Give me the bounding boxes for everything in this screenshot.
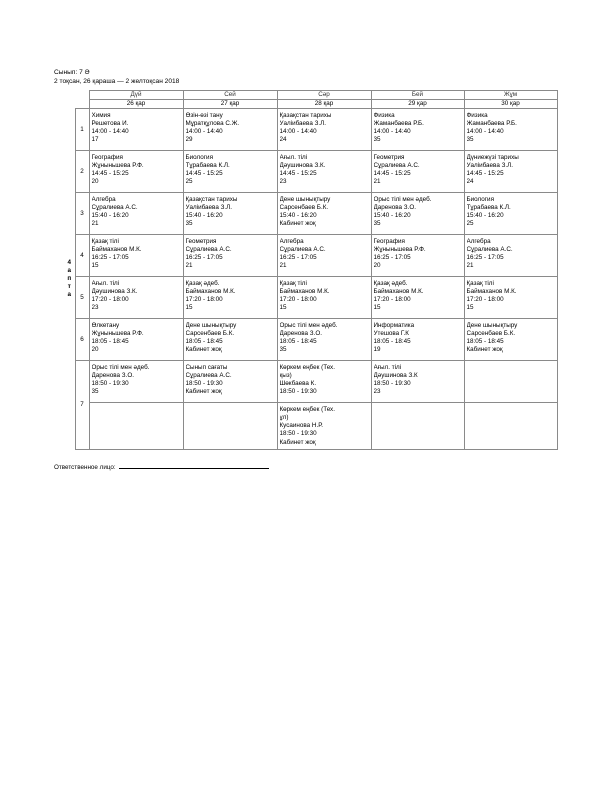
lesson-time: 18:50 - 19:30 <box>279 388 317 396</box>
lesson-cell <box>464 109 557 151</box>
lesson-room: Кабинет жоқ <box>466 346 503 354</box>
lesson-row <box>64 151 557 193</box>
shift-letter: т <box>67 282 71 290</box>
lesson-cell <box>89 193 183 235</box>
day-header: Сей <box>183 91 277 100</box>
lesson-cell <box>277 277 371 319</box>
lesson-cell <box>464 403 557 449</box>
lesson-time: 17:20 - 18:00 <box>373 296 411 304</box>
lesson-subject: Физика <box>466 112 488 120</box>
lesson-teacher: Сұралиева А.С. <box>466 246 513 254</box>
lesson-room: 20 <box>91 346 99 354</box>
lesson-room: 23 <box>373 388 381 396</box>
lesson-subject: Қазақ тілі <box>279 280 307 288</box>
lesson-teacher: Баймаханов М.К. <box>373 288 424 296</box>
lesson-subject: Қазақ әдеб. <box>185 280 220 288</box>
lesson-time: 18:50 - 19:30 <box>373 380 411 388</box>
lesson-subject: География <box>373 238 405 246</box>
lesson-cell <box>371 277 464 319</box>
lesson-subject: Өзін-өзі тану <box>185 112 223 120</box>
responsible-label: Ответственное лицо: <box>54 464 116 471</box>
lesson-subject: Қазақстан тарихы <box>279 112 332 120</box>
lesson-time: 14:00 - 14:40 <box>279 128 317 136</box>
lesson-time: 15:40 - 16:20 <box>373 212 411 220</box>
lesson-number: 4 <box>75 235 89 277</box>
lesson-room: Кабинет жоқ <box>279 220 316 228</box>
lesson-teacher: Уаліибаева З.Л. <box>466 162 514 170</box>
lesson-room: Кабинет жоқ <box>185 346 222 354</box>
lesson-subject: Қазақ тілі <box>91 238 119 246</box>
lesson-time: 16:25 - 17:05 <box>373 254 411 262</box>
lesson-cell <box>464 277 557 319</box>
lesson-cell <box>371 319 464 361</box>
lesson-cell <box>89 151 183 193</box>
lesson-subject: Физика <box>373 112 395 120</box>
lesson-subject: Орыс тілі мен әдеб. <box>373 196 432 204</box>
lesson-row <box>64 403 557 449</box>
lesson-subject: Дене шынықтыру <box>466 322 518 330</box>
lesson-teacher: Сұралиева А.С. <box>279 246 326 254</box>
lesson-number: 2 <box>75 151 89 193</box>
lesson-room: 35 <box>373 136 381 144</box>
lesson-teacher: Сұралиева А.С. <box>185 246 232 254</box>
lesson-room: 29 <box>185 136 193 144</box>
shift-label <box>64 109 75 449</box>
date-header: 28 қар <box>277 100 371 109</box>
lesson-teacher: Баймаханов М.К. <box>466 288 517 296</box>
lesson-subject: Биология <box>185 154 213 162</box>
lesson-subject: Ағыл. тілі <box>91 280 120 288</box>
lesson-row <box>64 235 557 277</box>
lesson-subject: Алгебра <box>91 196 116 204</box>
lesson-cell <box>464 361 557 403</box>
lesson-room: 20 <box>91 178 99 186</box>
lesson-time: 14:45 - 15:25 <box>373 170 411 178</box>
signature-line <box>119 462 269 469</box>
lesson-cell <box>371 109 464 151</box>
shift-letter: п <box>67 274 72 282</box>
lesson-cell <box>183 193 277 235</box>
lesson-time: 14:00 - 14:40 <box>373 128 411 136</box>
lesson-teacher: Жаманбаева Р.Б. <box>373 120 424 128</box>
lesson-cell <box>183 235 277 277</box>
class-label: Сынып: 7 Ә <box>54 69 90 76</box>
lesson-subject: Химия <box>91 112 111 120</box>
lesson-room: 25 <box>185 178 193 186</box>
lesson-cell <box>277 151 371 193</box>
lesson-cell <box>89 277 183 319</box>
day-header: Дүй <box>89 91 183 100</box>
lesson-time: 16:25 - 17:05 <box>185 254 223 262</box>
lesson-time: 15:40 - 16:20 <box>279 212 317 220</box>
lesson-subject: Алгебра <box>466 238 491 246</box>
lesson-time: 18:05 - 18:45 <box>373 338 411 346</box>
corner-blank <box>75 100 89 109</box>
lesson-room: 35 <box>279 346 287 354</box>
lesson-teacher: Кусаинова Н.Р. <box>279 422 323 430</box>
lesson-time: 14:45 - 15:25 <box>185 170 223 178</box>
lesson-subject: Информатика <box>373 322 415 330</box>
lesson-cell <box>371 403 464 449</box>
lesson-room: 24 <box>279 136 287 144</box>
lesson-room: 35 <box>373 220 381 228</box>
lesson-room: 21 <box>279 262 287 270</box>
lesson-subject: Геометрия <box>185 238 217 246</box>
lesson-time: 14:45 - 15:25 <box>279 170 317 178</box>
lesson-time: 18:05 - 18:45 <box>279 338 317 346</box>
lesson-subject: ұл) <box>279 414 289 422</box>
lesson-teacher: Сарсенбаев Б.К. <box>279 204 329 212</box>
lesson-teacher: Уаліибаева З.Л. <box>185 204 233 212</box>
lesson-time: 18:05 - 18:45 <box>185 338 223 346</box>
lesson-subject: Ағыл. тілі <box>373 364 402 372</box>
lesson-cell <box>464 319 557 361</box>
lesson-cell <box>277 235 371 277</box>
lesson-room: 35 <box>466 136 474 144</box>
lesson-room: 15 <box>279 304 287 312</box>
lesson-room: 15 <box>373 304 381 312</box>
shift-letter: а <box>67 266 71 274</box>
responsible-person <box>54 462 269 471</box>
lesson-cell <box>89 403 183 449</box>
timetable <box>64 90 558 450</box>
lesson-cell <box>89 109 183 151</box>
lesson-number: 6 <box>75 319 89 361</box>
lesson-time: 17:20 - 18:00 <box>279 296 317 304</box>
lesson-number: 1 <box>75 109 89 151</box>
lesson-subject: Биология <box>466 196 494 204</box>
lesson-subject: Қазақстан тарихы <box>185 196 238 204</box>
lesson-row <box>64 361 557 403</box>
lesson-teacher: Сұралиева А.С. <box>91 204 138 212</box>
lesson-cell <box>89 361 183 403</box>
corner-blank <box>75 91 89 100</box>
lesson-room: 19 <box>373 346 381 354</box>
lesson-cell <box>464 193 557 235</box>
lesson-teacher: Мұратқұлова С.Ж. <box>185 120 240 128</box>
lesson-subject: Дене шынықтыру <box>279 196 331 204</box>
lesson-time: 14:00 - 14:40 <box>466 128 504 136</box>
lesson-subject: Қазақ тілі <box>466 280 494 288</box>
period-label: 2 тоқсан, 26 қараша — 2 желтоқсан 2018 <box>54 78 180 85</box>
lesson-time: 17:20 - 18:00 <box>91 296 129 304</box>
lesson-row <box>64 193 557 235</box>
lesson-teacher: Решетова И. <box>91 120 129 128</box>
lesson-subject: Дене шынықтыру <box>185 322 237 330</box>
lesson-teacher: Даренова З.О. <box>373 204 416 212</box>
lesson-subject: қыз) <box>279 372 292 380</box>
lesson-time: 14:00 - 14:40 <box>185 128 223 136</box>
lesson-room: 21 <box>185 262 193 270</box>
lesson-cell <box>183 403 277 449</box>
date-header-row <box>64 100 557 109</box>
lesson-time: 15:40 - 16:20 <box>185 212 223 220</box>
lesson-teacher: Сарсенбаев Б.К. <box>466 330 516 338</box>
lesson-cell <box>464 151 557 193</box>
lesson-time: 16:25 - 17:05 <box>466 254 504 262</box>
date-header: 26 қар <box>89 100 183 109</box>
lesson-subject: Өлкетану <box>91 322 120 330</box>
lesson-subject: Орыс тілі мен әдеб. <box>91 364 150 372</box>
lesson-cell <box>183 109 277 151</box>
lesson-time: 18:50 - 19:30 <box>185 380 223 388</box>
lesson-room: 15 <box>466 304 474 312</box>
date-header: 29 қар <box>371 100 464 109</box>
lesson-room: 17 <box>91 136 99 144</box>
lesson-subject: Қазақ әдеб. <box>373 280 408 288</box>
lesson-teacher: Уаліибаева З.Л. <box>279 120 327 128</box>
lesson-cell <box>183 277 277 319</box>
lesson-teacher: Даренова З.О. <box>91 372 134 380</box>
lesson-cell <box>183 319 277 361</box>
lesson-cell <box>277 403 371 449</box>
lesson-cell <box>277 193 371 235</box>
lesson-teacher: Баймаханов М.К. <box>185 288 236 296</box>
lesson-room: 35 <box>91 388 99 396</box>
lesson-cell <box>464 235 557 277</box>
lesson-number: 5 <box>75 277 89 319</box>
lesson-room: 21 <box>373 178 381 186</box>
lesson-time: 18:50 - 19:30 <box>279 430 317 438</box>
date-header: 30 қар <box>464 100 557 109</box>
shift-letter: а <box>67 291 71 299</box>
lesson-room: 15 <box>185 304 193 312</box>
corner-blank <box>64 100 75 109</box>
lesson-teacher: Утешова Г.К <box>373 330 409 338</box>
lesson-room: 20 <box>373 262 381 270</box>
lesson-teacher: Жұныньшева Р.Ф. <box>373 246 426 254</box>
lesson-cell <box>277 109 371 151</box>
lesson-row <box>64 277 557 319</box>
day-header: Сәр <box>277 91 371 100</box>
lesson-room: 21 <box>91 220 99 228</box>
lesson-number: 7 <box>75 361 89 449</box>
lesson-subject: Алгебра <box>279 238 304 246</box>
lesson-teacher: Сұралиева А.С. <box>373 162 420 170</box>
lesson-teacher: Баймаханов М.К. <box>279 288 330 296</box>
lesson-teacher: Сұралиева А.С. <box>185 372 232 380</box>
lesson-time: 18:50 - 19:30 <box>91 380 129 388</box>
lesson-subject: Геометрия <box>373 154 405 162</box>
day-header-row <box>64 91 557 100</box>
lesson-time: 15:40 - 16:20 <box>91 212 129 220</box>
lesson-time: 14:00 - 14:40 <box>91 128 129 136</box>
lesson-cell <box>89 319 183 361</box>
lesson-cell <box>371 361 464 403</box>
lesson-subject: Дүниежүзі тарихы <box>466 154 519 162</box>
lesson-row <box>64 319 557 361</box>
lesson-time: 17:20 - 18:00 <box>185 296 223 304</box>
lesson-subject: Көркем еңбек (Тех. <box>279 364 335 372</box>
lesson-teacher: Баймаханов М.К. <box>91 246 142 254</box>
date-header: 27 қар <box>183 100 277 109</box>
lesson-subject: Орыс тілі мен әдеб. <box>279 322 338 330</box>
shift-letter: 4 <box>67 258 71 266</box>
lesson-room: 15 <box>91 262 99 270</box>
lesson-room: Кабинет жоқ <box>279 438 316 446</box>
lesson-number: 3 <box>75 193 89 235</box>
lesson-cell <box>371 235 464 277</box>
lesson-teacher: Даренова З.О. <box>279 330 322 338</box>
lesson-subject: Сынып сағаты <box>185 364 228 372</box>
lesson-time: 14:45 - 15:25 <box>466 170 504 178</box>
lesson-teacher: Шөкбаева К. <box>279 380 317 388</box>
lesson-row <box>64 109 557 151</box>
lesson-teacher: Жұныньшева Р.Ф. <box>91 330 144 338</box>
lesson-teacher: Тұрабаева К.Л. <box>185 162 230 170</box>
lesson-time: 15:40 - 16:20 <box>466 212 504 220</box>
lesson-time: 18:05 - 18:45 <box>91 338 129 346</box>
lesson-subject: Көркем еңбек (Тех. <box>279 406 335 414</box>
lesson-time: 17:20 - 18:00 <box>466 296 504 304</box>
lesson-time: 16:25 - 17:05 <box>279 254 317 262</box>
lesson-time: 16:25 - 17:05 <box>91 254 129 262</box>
lesson-teacher: Жұныньшева Р.Ф. <box>91 162 144 170</box>
lesson-teacher: Дәушинова З.К. <box>91 288 138 296</box>
lesson-teacher: Тұрабаева К.Л. <box>466 204 511 212</box>
lesson-cell <box>183 361 277 403</box>
lesson-teacher: Дәушинова З.К. <box>279 162 326 170</box>
lesson-room: 25 <box>466 220 474 228</box>
lesson-room: Кабинет жоқ <box>185 388 222 396</box>
lesson-teacher: Жаманбаева Р.Б. <box>466 120 517 128</box>
lesson-room: 35 <box>185 220 193 228</box>
lesson-teacher: Дәушинова З.К <box>373 372 418 380</box>
lesson-room: 24 <box>466 178 474 186</box>
lesson-cell <box>371 151 464 193</box>
lesson-time: 14:45 - 15:25 <box>91 170 129 178</box>
day-header: Бей <box>371 91 464 100</box>
lesson-time: 18:05 - 18:45 <box>466 338 504 346</box>
day-header: Жұм <box>464 91 557 100</box>
lesson-subject: География <box>91 154 123 162</box>
lesson-teacher: Сарсенбаев Б.К. <box>185 330 235 338</box>
lesson-cell <box>277 361 371 403</box>
lesson-room: 23 <box>279 178 287 186</box>
lesson-cell <box>371 193 464 235</box>
corner-blank <box>64 91 75 100</box>
lesson-cell <box>277 319 371 361</box>
lesson-cell <box>183 151 277 193</box>
lesson-room: 23 <box>91 304 99 312</box>
lesson-room: 21 <box>466 262 474 270</box>
lesson-subject: Ағыл. тілі <box>279 154 308 162</box>
lesson-cell <box>89 235 183 277</box>
